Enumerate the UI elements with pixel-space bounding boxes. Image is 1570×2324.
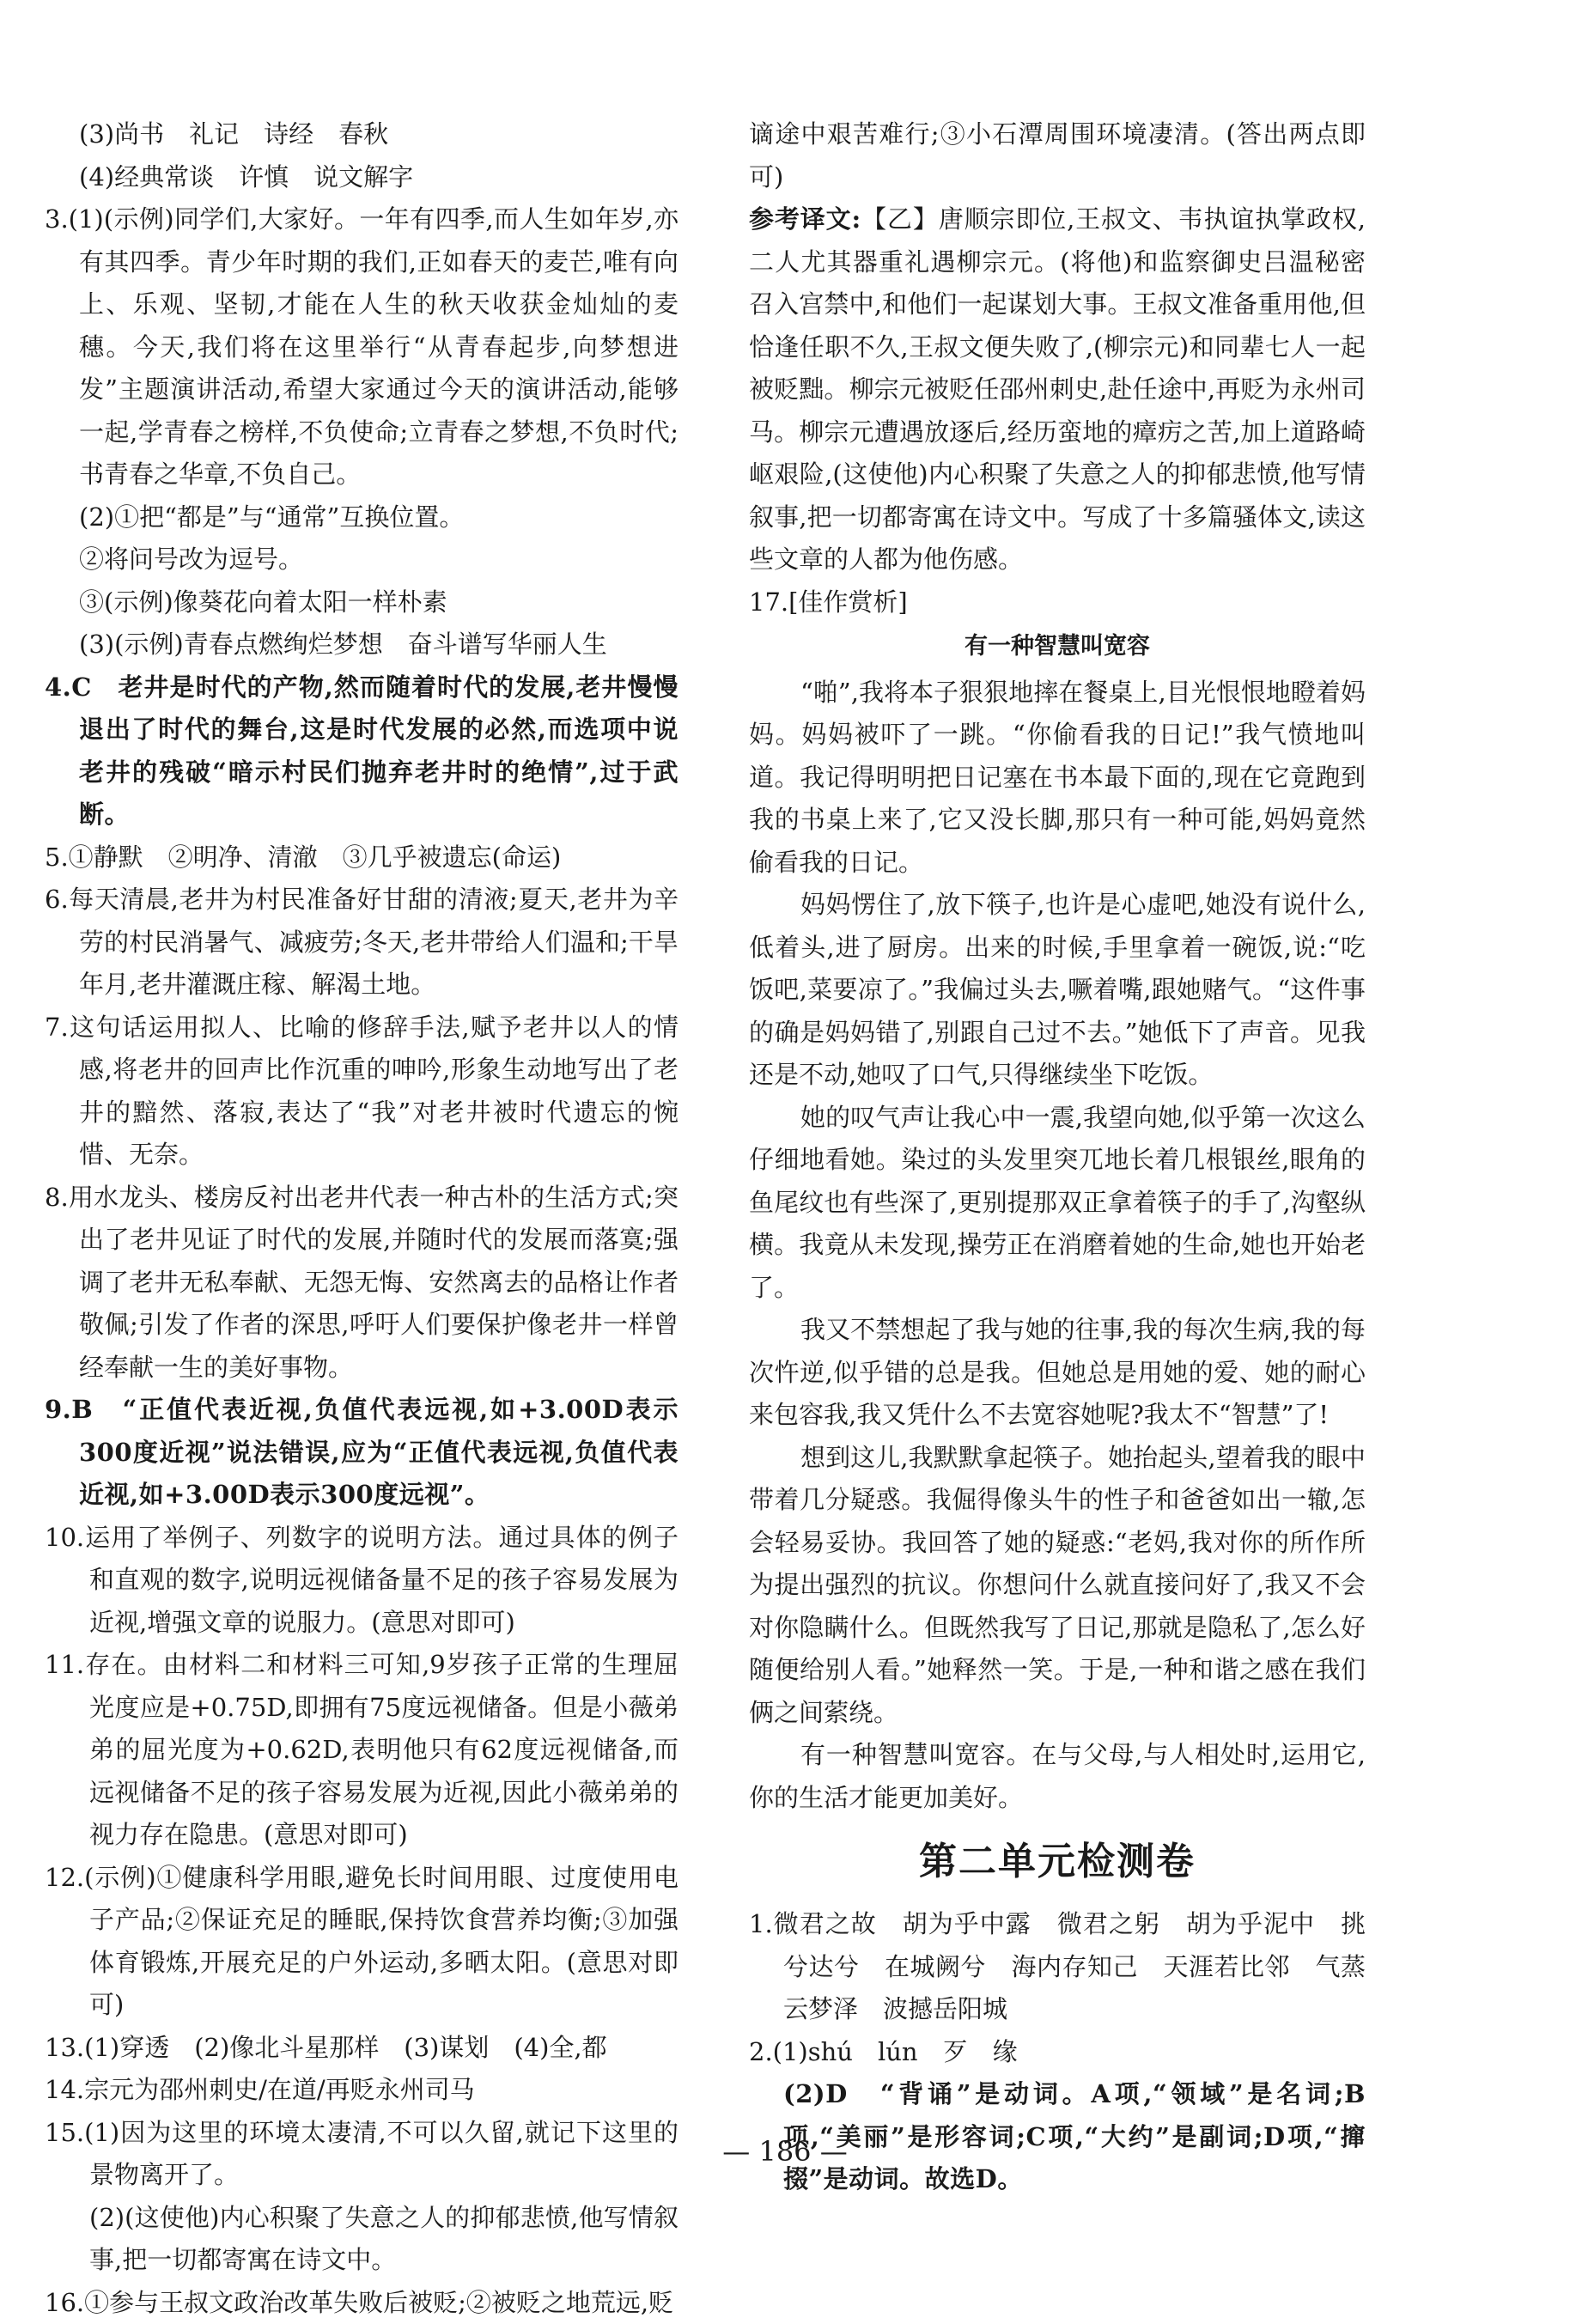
translation-text: 【乙】唐顺宗即位,王叔文、韦执谊执掌政权,二人尤其器重礼遇柳宗元。(将他)和监察御史吕温秘密召入宫禁中,和他们一起谋划大事。王叔文准备重用他,但恰逢任职不久,王叔文便失败了,(柳宗元)和同辈七人一起被贬黜。柳宗元被贬任邵州刺史,赴任途中,再贬为永州司马。柳宗元遭遇放逐后,经历蛮地的瘴疠之苦,加上道路崎岖艰险,(这使他)内心积聚了失意之人的抑郁悲愤,他写情叙事,把一切都寄寓在诗文中。写成了十多篇骚体文,读这些文章的人都为他伤感。 — [749, 204, 1366, 574]
answer-q12: 12.(示例)①健康科学用眼,避免长时间用眼、过度使用电子产品;②保证充足的睡眠,保持饮食营养均衡;③加强体育锻炼,开展充足的户外运动,多晒太阳。(意思对即可) — [45, 1857, 679, 2027]
answer-q13: 13.(1)穿透 (2)像北斗星那样 (3)谋划 (4)全,都 — [45, 2027, 679, 2070]
answer-q9 — [45, 1389, 679, 1517]
question-number: 9. — [45, 1395, 71, 1424]
answer-q4 — [45, 666, 679, 837]
essay-paragraph: 想到这儿,我默默拿起筷子。她抬起头,望着我的眼中带着几分疑惑。我倔得像头牛的性子和爸爸如出一辙,怎会轻易妥协。我回答了她的疑惑:“老妈,我对你的所作所为提出强烈的抗议。你想问什么就直接问好了,我又不会对你隐瞒什么。但既然我写了日记,那就是隐私了,怎么好随便给别人看。”她释然一笑。于是,一种和谐之感在我们俩之间萦绕。 — [749, 1437, 1366, 1735]
answer-q16-continued: 谪途中艰苦难行;③小石潭周围环境凄清。(答出两点即可) — [749, 113, 1366, 198]
unit2-answer-q1: 1.微君之故 胡为乎中露 微君之躬 胡为乎泥中 挑兮达兮 在城阙兮 海内存知己 天涯若比邻 气蒸云梦泽 波撼岳阳城 — [749, 1903, 1366, 2031]
essay-paragraph: “啪”,我将本子狠狠地摔在餐桌上,目光恨恨地瞪着妈妈。妈妈被吓了一跳。“你偷看我的日记!”我气愤地叫道。我记得明明把日记塞在书本最下面的,现在它竟跑到我的书桌上来了,它又没长脚,那只有一种可能,妈妈竟然偷看我的日记。 — [749, 672, 1366, 885]
answer-q7: 7.这句话运用拟人、比喻的修辞手法,赋予老井以人的情感,将老井的回声比作沉重的呻吟,形象生动地写出了老井的黯然、落寂,表达了“我”对老井被时代遗忘的惋惜、无奈。 — [45, 1007, 679, 1177]
essay-paragraph: 有一种智慧叫宽容。在与父母,与人相处时,运用它,你的生活才能更加美好。 — [749, 1734, 1366, 1819]
answer-choice: C — [71, 672, 92, 702]
answer-q16: 16.①参与王叔文政治改革失败后被贬;②被贬之地荒远,贬 — [45, 2282, 679, 2324]
question-number: (2) — [783, 2079, 825, 2108]
answer-q17-heading: 17.[佳作赏析] — [749, 581, 1366, 624]
essay-paragraph: 妈妈愣住了,放下筷子,也许是心虚吧,她没有说什么,低着头,进了厨房。出来的时候,手里拿着一碗饭,说:“吃饭吧,菜要凉了。”我偏过头去,噘着嘴,跟她赌气。“这件事的确是妈妈错了,别跟自己过不去。”她低下了声音。见我还是不动,她叹了口气,只得继续坐下吃饭。 — [749, 884, 1366, 1097]
answer-q6: 6.每天清晨,老井为村民准备好甘甜的清液;夏天,老井为辛劳的村民消暑气、减疲劳;冬天,老井带给人们温和;干旱年月,老井灌溉庄稼、解渴土地。 — [45, 879, 679, 1007]
answer-q2-3: (3)尚书 礼记 诗经 春秋 — [45, 113, 679, 156]
answer-q3-2b: ②将问号改为逗号。 — [45, 538, 679, 581]
unit2-answer-q2-1: 2.(1)shú lún 歹 缘 — [749, 2031, 1366, 2074]
section-title: 第二单元检测卷 — [749, 1828, 1366, 1896]
left-column — [45, 113, 679, 2324]
answer-q15-1: 15.(1)因为这里的环境太凄清,不可以久留,就记下这里的景物离开了。 — [45, 2112, 679, 2197]
translation-label: 参考译文: — [749, 204, 861, 234]
answer-q11: 11.存在。由材料二和材料三可知,9岁孩子正常的生理屈光度应是+0.75D,即拥有75度远视储备。但是小薇弟弟的屈光度为+0.62D,表明他只有62度远视储备,而远视储备不足的孩子容易发展为近视,因此小薇弟弟的视力存在隐患。(意思对即可) — [45, 1644, 679, 1857]
explanation: “正值代表近视,负值代表远视,如+3.00D表示300度近视”说法错误,应为“正值代表远视,负值代表近视,如+3.00D表示300度远视”。 — [79, 1395, 679, 1509]
answer-q3-2c: ③(示例)像葵花向着太阳一样朴素 — [45, 581, 679, 624]
essay-paragraph: 我又不禁想起了我与她的往事,我的每次生病,我的每次忤逆,似乎错的总是我。但她总是用她的爱、她的耐心来包容我,我又凭什么不去宽容她呢?我太不“智慧”了! — [749, 1309, 1366, 1437]
explanation: 老井是时代的产物,然而随着时代的发展,老井慢慢退出了时代的舞台,这是时代发展的必然,而选项中说老井的残破“暗示村民们抛弃老井时的绝情”,过于武断。 — [79, 672, 679, 830]
answer-q15-2: (2)(这使他)内心积聚了失意之人的抑郁悲愤,他写情叙事,把一切都寄寓在诗文中。 — [45, 2197, 679, 2282]
answer-choice: B — [71, 1395, 93, 1424]
essay-paragraph: 她的叹气声让我心中一震,我望向她,似乎第一次这么仔细地看她。染过的头发里突兀地长着几根银丝,眼角的鱼尾纹也有些深了,更别提那双正拿着筷子的手了,沟壑纵横。我竟从未发现,操劳正在消磨着她的生命,她也开始老了。 — [749, 1097, 1366, 1310]
answer-q3-2a: (2)①把“都是”与“通常”互换位置。 — [45, 496, 679, 539]
essay-title: 有一种智慧叫宽容 — [749, 625, 1366, 668]
right-column — [749, 113, 1366, 2201]
answer-choice: D — [825, 2079, 848, 2108]
explanation: “背诵”是动词。A项,“领域”是名词;B项,“美丽”是形容词;C项,“大约”是副词;D项,“撺掇”是动词。故选D。 — [783, 2079, 1366, 2193]
answer-q3-3: (3)(示例)青春点燃绚烂梦想 奋斗谱写华丽人生 — [45, 624, 679, 666]
reference-translation — [749, 198, 1366, 581]
answer-q2-4: (4)经典常谈 许慎 说文解字 — [45, 156, 679, 199]
answer-q5: 5.①静默 ②明净、清澈 ③几乎被遗忘(命运) — [45, 837, 679, 879]
question-number: 4. — [45, 672, 71, 702]
answer-q3-1: 3.(1)(示例)同学们,大家好。一年有四季,而人生如年岁,亦有其四季。青少年时期的我们,正如春天的麦芒,唯有向上、乐观、坚韧,才能在人生的秋天收获金灿灿的麦穗。今天,我们将在这里举行“从青春起步,向梦想进发”主题演讲活动,希望大家通过今天的演讲活动,能够一起,学青春之榜样,不负使命;立青春之梦想,不负时代;书青春之华章,不负自己。 — [45, 198, 679, 496]
answer-q14: 14.宗元为邵州刺史/在道/再贬永州司马 — [45, 2069, 679, 2112]
answer-q10: 10.运用了举例子、列数字的说明方法。通过具体的例子和直观的数字,说明远视储备量不足的孩子容易发展为近视,增强文章的说服力。(意思对即可) — [45, 1517, 679, 1645]
answer-q8: 8.用水龙头、楼房反衬出老井代表一种古朴的生活方式;突出了老井见证了时代的发展,并随时代的发展而落寞;强调了老井无私奉献、无怨无悔、安然离去的品格让作者敬佩;引发了作者的深思,呼吁人们要保护像老井一样曾经奉献一生的美好事物。 — [45, 1177, 679, 1390]
page-number: — 186 — — [0, 2135, 1570, 2168]
